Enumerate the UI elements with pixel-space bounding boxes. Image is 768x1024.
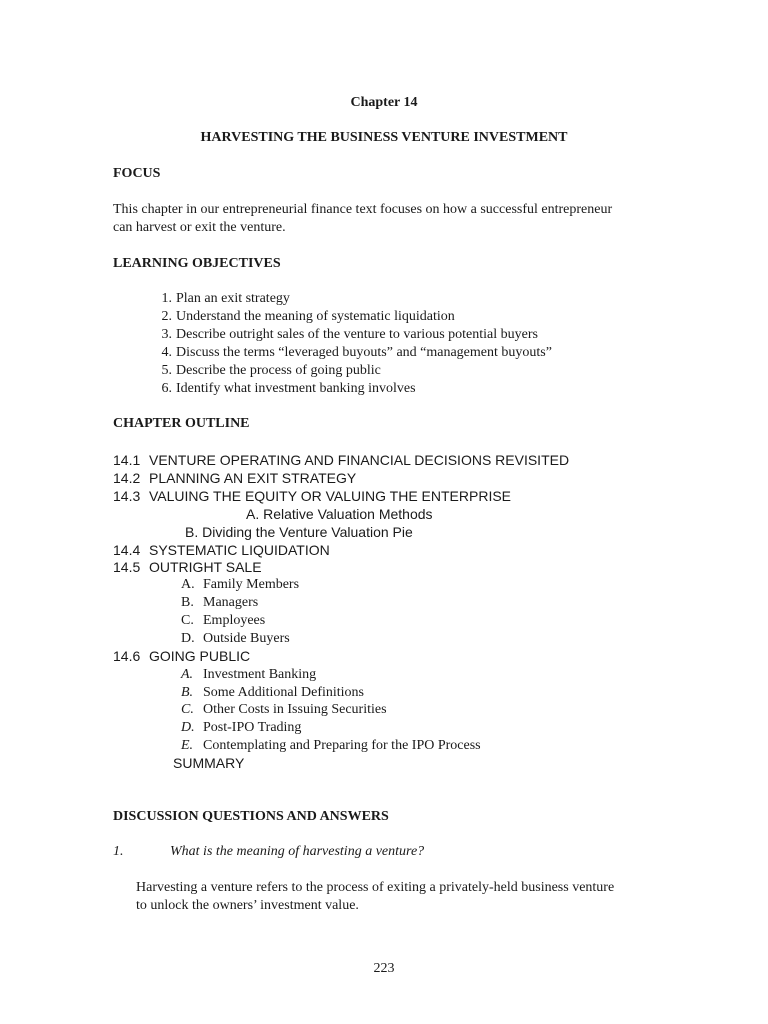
outline-section-text: GOING PUBLIC bbox=[149, 648, 251, 664]
outline-section-number: 14.3 bbox=[113, 488, 141, 504]
outline-section-text: VENTURE OPERATING AND FINANCIAL DECISIONS REVISITED bbox=[149, 452, 570, 468]
objective-number: 6. bbox=[161, 381, 172, 396]
outline-section bbox=[113, 647, 250, 665]
outline-section-text: SYSTEMATIC LIQUIDATION bbox=[149, 542, 330, 558]
outline-section-text: VALUING THE EQUITY OR VALUING THE ENTERPRISE bbox=[149, 488, 512, 504]
objective-text: Discuss the terms “leveraged buyouts” and “management buyouts” bbox=[176, 345, 552, 360]
outline-subitem bbox=[181, 666, 316, 684]
outline-subitem-text: Managers bbox=[203, 595, 259, 610]
outline-section bbox=[113, 487, 511, 505]
focus-heading: FOCUS bbox=[113, 166, 161, 181]
outline-subitem bbox=[181, 701, 387, 719]
outline-subitem-text: Post-IPO Trading bbox=[203, 720, 302, 735]
outline-subsection: A. Relative Valuation Methods bbox=[246, 506, 433, 522]
outline-subitem-text: Contemplating and Preparing for the IPO Process bbox=[203, 738, 481, 753]
question-text: What is the meaning of harvesting a venture? bbox=[170, 844, 425, 859]
objective-item bbox=[152, 362, 381, 380]
outline-subitem-text: Some Additional Definitions bbox=[203, 685, 364, 700]
outline-subitem-letter: A. bbox=[181, 577, 195, 592]
page-number: 223 bbox=[373, 961, 395, 976]
outline-subitem-text: Family Members bbox=[203, 577, 300, 592]
outline-section-text: OUTRIGHT SALE bbox=[149, 559, 262, 575]
learning-objectives-heading: LEARNING OBJECTIVES bbox=[113, 256, 281, 271]
outline-section-number: 14.4 bbox=[113, 542, 141, 558]
discussion-heading: DISCUSSION QUESTIONS AND ANSWERS bbox=[113, 809, 389, 824]
objective-item bbox=[152, 308, 455, 326]
chapter-outline-heading: CHAPTER OUTLINE bbox=[113, 416, 250, 431]
objective-number: 1. bbox=[161, 291, 172, 306]
outline-subsection: B. Dividing the Venture Valuation Pie bbox=[185, 524, 413, 540]
outline-section-number: 14.6 bbox=[113, 648, 141, 664]
outline-section bbox=[113, 541, 330, 559]
answer-line-1: Harvesting a venture refers to the process of exiting a privately-held business venture bbox=[136, 880, 615, 895]
objective-item bbox=[152, 290, 290, 308]
focus-line-1: This chapter in our entrepreneurial finance text focuses on how a successful entrepreneur bbox=[113, 202, 613, 217]
outline-subitem-letter: E. bbox=[181, 738, 194, 753]
outline-section bbox=[113, 469, 356, 487]
answer-line-2: to unlock the owners’ investment value. bbox=[136, 898, 359, 913]
outline-subitem-text: Outside Buyers bbox=[203, 631, 290, 646]
objective-text: Describe the process of going public bbox=[176, 363, 381, 378]
outline-section bbox=[113, 558, 262, 576]
objective-number: 4. bbox=[161, 345, 172, 360]
objective-text: Describe outright sales of the venture to various potential buyers bbox=[176, 327, 538, 342]
outline-subitem-letter: B. bbox=[181, 685, 194, 700]
objective-item bbox=[152, 326, 538, 344]
outline-subitem-text: Investment Banking bbox=[203, 667, 317, 682]
objective-item bbox=[152, 380, 416, 398]
outline-section-number: 14.5 bbox=[113, 559, 141, 575]
outline-subitem bbox=[181, 737, 481, 755]
objective-item bbox=[152, 344, 552, 362]
outline-section-number: 14.2 bbox=[113, 470, 141, 486]
chapter-heading: Chapter 14 bbox=[350, 95, 418, 110]
objective-text: Plan an exit strategy bbox=[176, 291, 290, 306]
objective-number: 2. bbox=[161, 309, 172, 324]
outline-subitem-letter: D. bbox=[181, 720, 195, 735]
chapter-title: HARVESTING THE BUSINESS VENTURE INVESTMENT bbox=[200, 130, 568, 145]
outline-subitem bbox=[181, 684, 364, 702]
outline-section-text: PLANNING AN EXIT STRATEGY bbox=[149, 470, 357, 486]
objective-text: Identify what investment banking involves bbox=[176, 381, 416, 396]
outline-subitem bbox=[181, 719, 301, 737]
outline-section-number: 14.1 bbox=[113, 452, 141, 468]
outline-subitem bbox=[181, 576, 299, 594]
objective-number: 3. bbox=[161, 327, 172, 342]
outline-subitem-letter: C. bbox=[181, 613, 194, 628]
objective-text: Understand the meaning of systematic liquidation bbox=[176, 309, 455, 324]
focus-line-2: can harvest or exit the venture. bbox=[113, 220, 286, 235]
question-number: 1. bbox=[113, 844, 124, 859]
outline-subitem-letter: A. bbox=[181, 667, 194, 682]
outline-subitem-letter: C. bbox=[181, 702, 194, 717]
outline-subitem-letter: D. bbox=[181, 631, 195, 646]
outline-subitem bbox=[181, 612, 265, 630]
objective-number: 5. bbox=[161, 363, 172, 378]
outline-subitem-text: Other Costs in Issuing Securities bbox=[203, 702, 387, 717]
outline-subitem-text: Employees bbox=[203, 613, 266, 628]
outline-subitem bbox=[181, 630, 290, 648]
outline-subitem-letter: B. bbox=[181, 595, 194, 610]
outline-section bbox=[113, 451, 569, 469]
outline-subitem bbox=[181, 594, 258, 612]
outline-summary: SUMMARY bbox=[173, 755, 245, 771]
